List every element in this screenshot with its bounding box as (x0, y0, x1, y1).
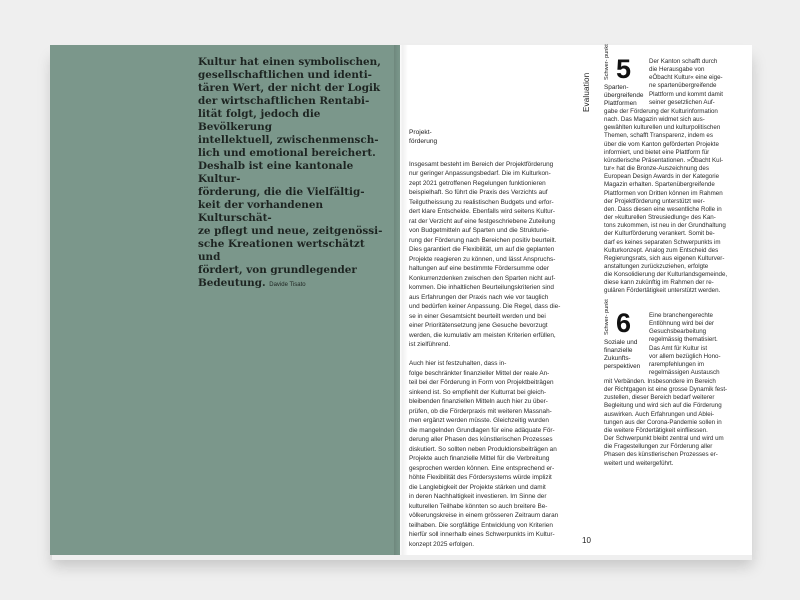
schwerpunkt-6-title: Soziale und finanzielle Zukunfts- perspektiven (604, 339, 641, 370)
pull-quote (198, 56, 386, 292)
schwerpunkt-5-text-beside: Der Kanton schafft durch die Herausgabe von eÖbacht Kultur« eine eige- ne spartenübergreifende Plattform und kommt damit seiner gesetzlichen Auf- (649, 58, 723, 106)
schwerpunkt-5-text-below: gabe der Förderung der Kulturinformation nach. Das Magazin widmet sich aus- gewählten kulturellen und kulturpolitischen Themen, schafft Transparenz, indem es über die vom Kanton geförderten Projekte informiert, und bietet eine Plattform für künstlerische Präsentationen. »Öbacht Kul- tur« hat die Bronze-Auszeichnung des European Design Awards in der Kategorie Magazin erhalten. Spartenübergreifende Plattformen von Dritten können im Rahmen der Projektförderung unterstützt wer- den. Dass diesen eine wesentliche Rolle in der »kulturellen Streusiedlung« des Kan- tons zukommen, ist neu in der Grundhaltung der Kulturförderung verankert. Somit be- darf es keines separaten Schwerpunkts im Kulturkonzept. Analog zum Entscheid des Regierungsrats, sich aus eigenen Kulturver- anstaltungen zurückzuziehen, erfolgte die Konsolidierung der Kulturlandsgemeinde, diese kann zukünftig im Rahmen der re- gulären Fördertätigkeit unterstützt werden. (604, 108, 728, 295)
projekt-heading: Projekt- förderung (409, 129, 438, 145)
section-label-text: Evaluation (582, 72, 591, 112)
book-gutter (394, 45, 408, 555)
schwerpunkt-5-title: Sparten- übergreifende Plattformen (604, 84, 644, 107)
projekt-paragraph-2: Auch hier ist festzuhalten, dass in- folge beschränkter finanzieller Mittel der reale An- teil bei der Förderung in Form von Projektbeiträgen sinkend ist. So empfiehlt der Kulturrat bei gleich- bleibenden finanziellen Mitteln auch hier zu über- prüfen, ob die Förderpraxis mit weiteren Massnah- men ergänzt werden müsste. Gleichzeitig wurden die mangelnden Grundlagen für eine adäquate För- derung aller Phasen des künstlerischen Prozesses diskutiert. So sollten neben Produktionsbeiträgen an Projekte auch finanzielle Mittel für die Verbreitung gesprochen werden können. Eine entsprechend er- höhte Flexibilität des Fördersystems würde implizit die Langlebigkeit der Projekte stärken und damit in deren Nachhaltigkeit investieren. Im Sinne der kulturellen Teilhabe könnten so auch breitere Be- völkerungskreise in einem grösseren Zeitraum daran teilhaben. Die sorgfältige Entwicklung von Kriterien hierfür soll innerhalb eines Schwerpunkts im Kultur- konzept 2025 erfolgen. (409, 360, 559, 548)
quote-text: Kultur hat einen symbolischen, gesellschaftlichen und identi- tären Wert, der nicht der Logik der wirtschaftlichen Rentabi- lität folgt, jedoch die Bevölkerung intellektuell, zwischenmensch- lich und emotional bereichert. Deshalb ist eine kantonale Kultur- förderung, die die Vielfältig- keit der vorhandenen Kulturschät- ze pflegt und neue, zeitgenössi- sche Kreationen wertschätzt und fördert, von grundlegender Bedeutung. (198, 56, 383, 289)
schwerpunkt-6-text-below: mit Verbänden. Insbesondere im Bereich der Richtgagen ist eine grosse Dynamik fest- zustellen, dieser Bereich bedarf weiterer Begleitung und wird sich auf die Förderung auswirken. Auch Erfahrungen und Ablei- tungen aus der Corona-Pandemie sollen in die weitere Fördertätigkeit einfliessen. Der Schwerpunkt bleibt zentral und wird um die Fragestellungen zur Förderung aller Phasen des künstlerischen Prozesses er- weitert und weitergeführt. (604, 378, 728, 467)
section-label (582, 60, 598, 120)
schwerpunkt-5-number: 5 (616, 54, 632, 84)
quote-author: Davide Tisato (269, 282, 306, 288)
schwerpunkt-5-label: Schwer- punkt (604, 44, 610, 80)
schwerpunkt-6-text-beside: Eine branchengerechte Entlöhnung wird bei der Gesuchsbearbeitung regelmässig thematisiert. Das Amt für Kultur ist vor allem bezüglich Hono- rarempfehlungen im regelmässigen Austausch (649, 312, 721, 377)
page-number: 10 (582, 536, 591, 545)
projekt-paragraph-1: Insgesamt besteht im Bereich der Projektförderung nur geringer Anpassungsbedarf. Die im Kulturkon- zept 2021 getroffenen Regelungen funktionieren beispielhaft. So führt die Praxis des Verzichts auf Teilgutheissung zu realistischen Budgets und erfor- dert klare Entscheide. Ebenfalls wird seitens Kultur- rat der Verzicht auf eine festgeschriebene Zuteilung von Budgetmitteln auf Sparten und die Strukturie- rung der Förderung nach Bereichen positiv beurteilt. Dies garantiert die Flexibilität, um auf die geplanten Projekte reagieren zu können, und lässt Anspruchs- haltungen auf eine bestimmte Fördersumme oder Konkurrenzdenken zwischen den Sparten nicht auf- kommen. Die inhaltlichen Beurteilungskriterien sind aus Erfahrungen der Praxis nach wie vor tauglich und bedürfen keiner Anpassung. Die Regel, dass die- se in einer Gesamtsicht beurteilt werden und bei einer Prioritätensetzung jene Gesuche bevorzugt werden, die kumulativ am meisten Kriterien erfüllen, ist zielführend. (409, 160, 561, 348)
schwerpunkt-6-number: 6 (616, 308, 632, 338)
schwerpunkt-6-label: Schwer- punkt (604, 299, 610, 335)
projekt-body (409, 150, 587, 559)
